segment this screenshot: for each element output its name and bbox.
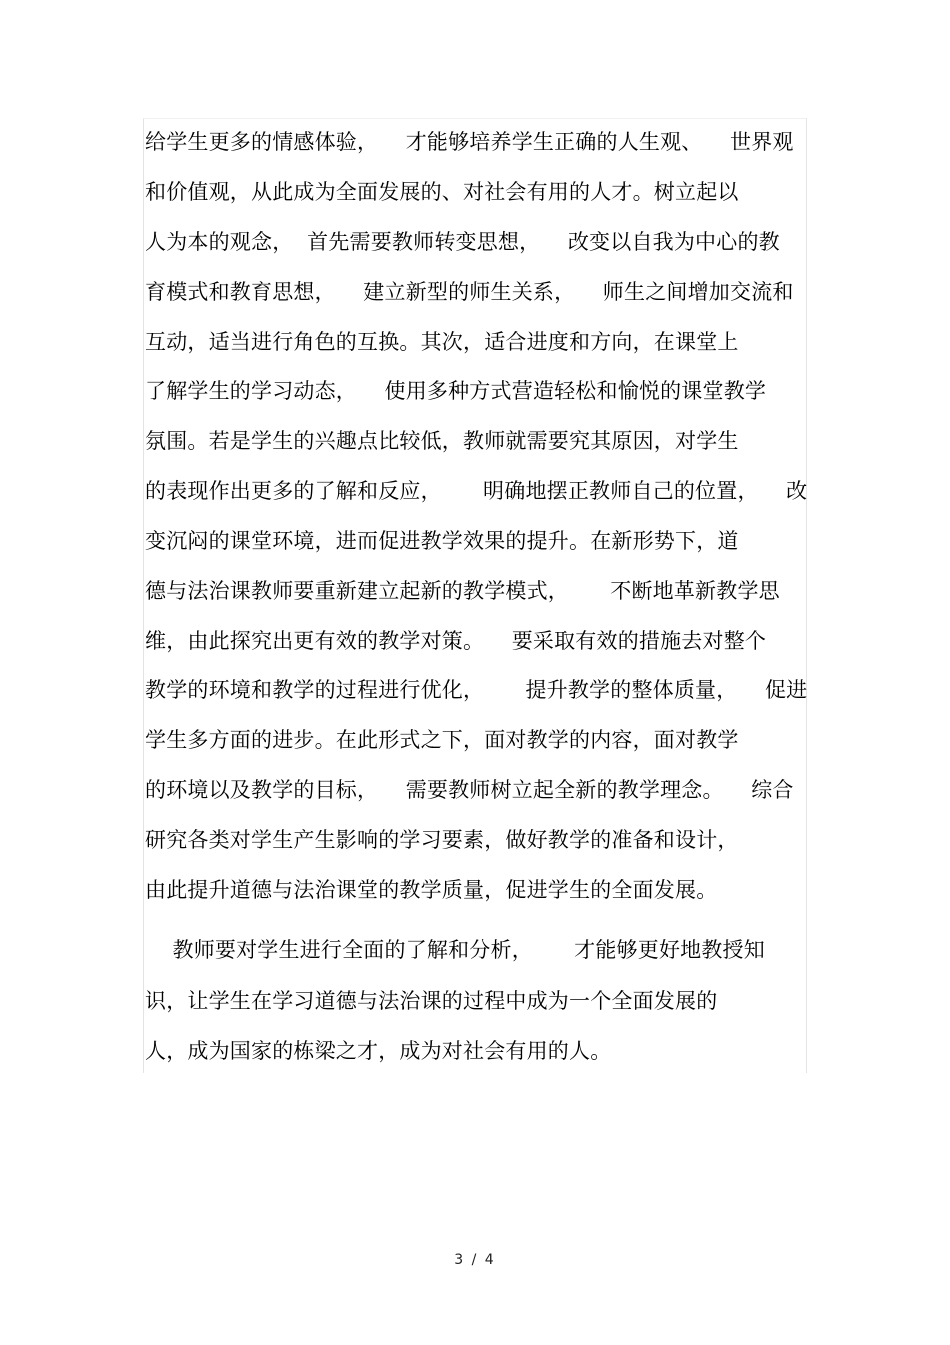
text-line: 和价值观，从此成为全面发展的、对社会有用的人才。树立起以 bbox=[145, 180, 739, 204]
text-line: 学生多方面的进步。在此形式之下，面对教学的内容，面对教学 bbox=[145, 728, 739, 752]
text-line: 了解学生的学习动态， 使用多种方式营造轻松和愉悦的课堂教学 bbox=[145, 379, 767, 403]
text-line: 人，成为国家的栋梁之才，成为对社会有用的人。 bbox=[145, 1039, 612, 1063]
text-line: 人为本的观念， 首先需要教师转变思想， 改变以自我为中心的教 bbox=[145, 230, 780, 254]
page-number: 3 / 4 bbox=[454, 1252, 496, 1268]
text-line: 识，让学生在学习道德与法治课的过程中成为一个全面发展的 bbox=[145, 989, 718, 1013]
text-line: 研究各类对学生产生影响的学习要素，做好教学的准备和设计， bbox=[145, 828, 739, 852]
text-line: 维，由此探究出更有效的教学对策。 要采取有效的措施去对整个 bbox=[145, 629, 767, 653]
text-line: 育模式和教育思想， 建立新型的师生关系， 师生之间增加交流和 bbox=[145, 280, 794, 304]
text-line: 的表现作出更多的了解和反应， 明确地摆正教师自己的位置， 改 bbox=[145, 479, 808, 503]
text-line: 氛围。若是学生的兴趣点比较低，教师就需要究其原因，对学生 bbox=[145, 429, 739, 453]
text-line: 变沉闷的课堂环境，进而促进教学效果的提升。在新形势下，道 bbox=[145, 529, 739, 553]
text-line: 给学生更多的情感体验， 才能够培养学生正确的人生观、 世界观 bbox=[145, 130, 794, 154]
text-line: 教师要对学生进行全面的了解和分析， 才能够更好地教授知 bbox=[145, 938, 765, 962]
text-line: 互动，适当进行角色的互换。其次，适合进度和方向，在课堂上 bbox=[145, 330, 739, 354]
text-line: 德与法治课教师要重新建立起新的教学模式， 不断地革新教学思 bbox=[145, 579, 780, 603]
text-line: 由此提升道德与法治课堂的教学质量，促进学生的全面发展。 bbox=[145, 878, 718, 902]
text-line: 教学的环境和教学的过程进行优化， 提升教学的整体质量， 促进 bbox=[145, 678, 808, 702]
text-line: 的环境以及教学的目标， 需要教师树立起全新的教学理念。 综合 bbox=[145, 778, 794, 802]
